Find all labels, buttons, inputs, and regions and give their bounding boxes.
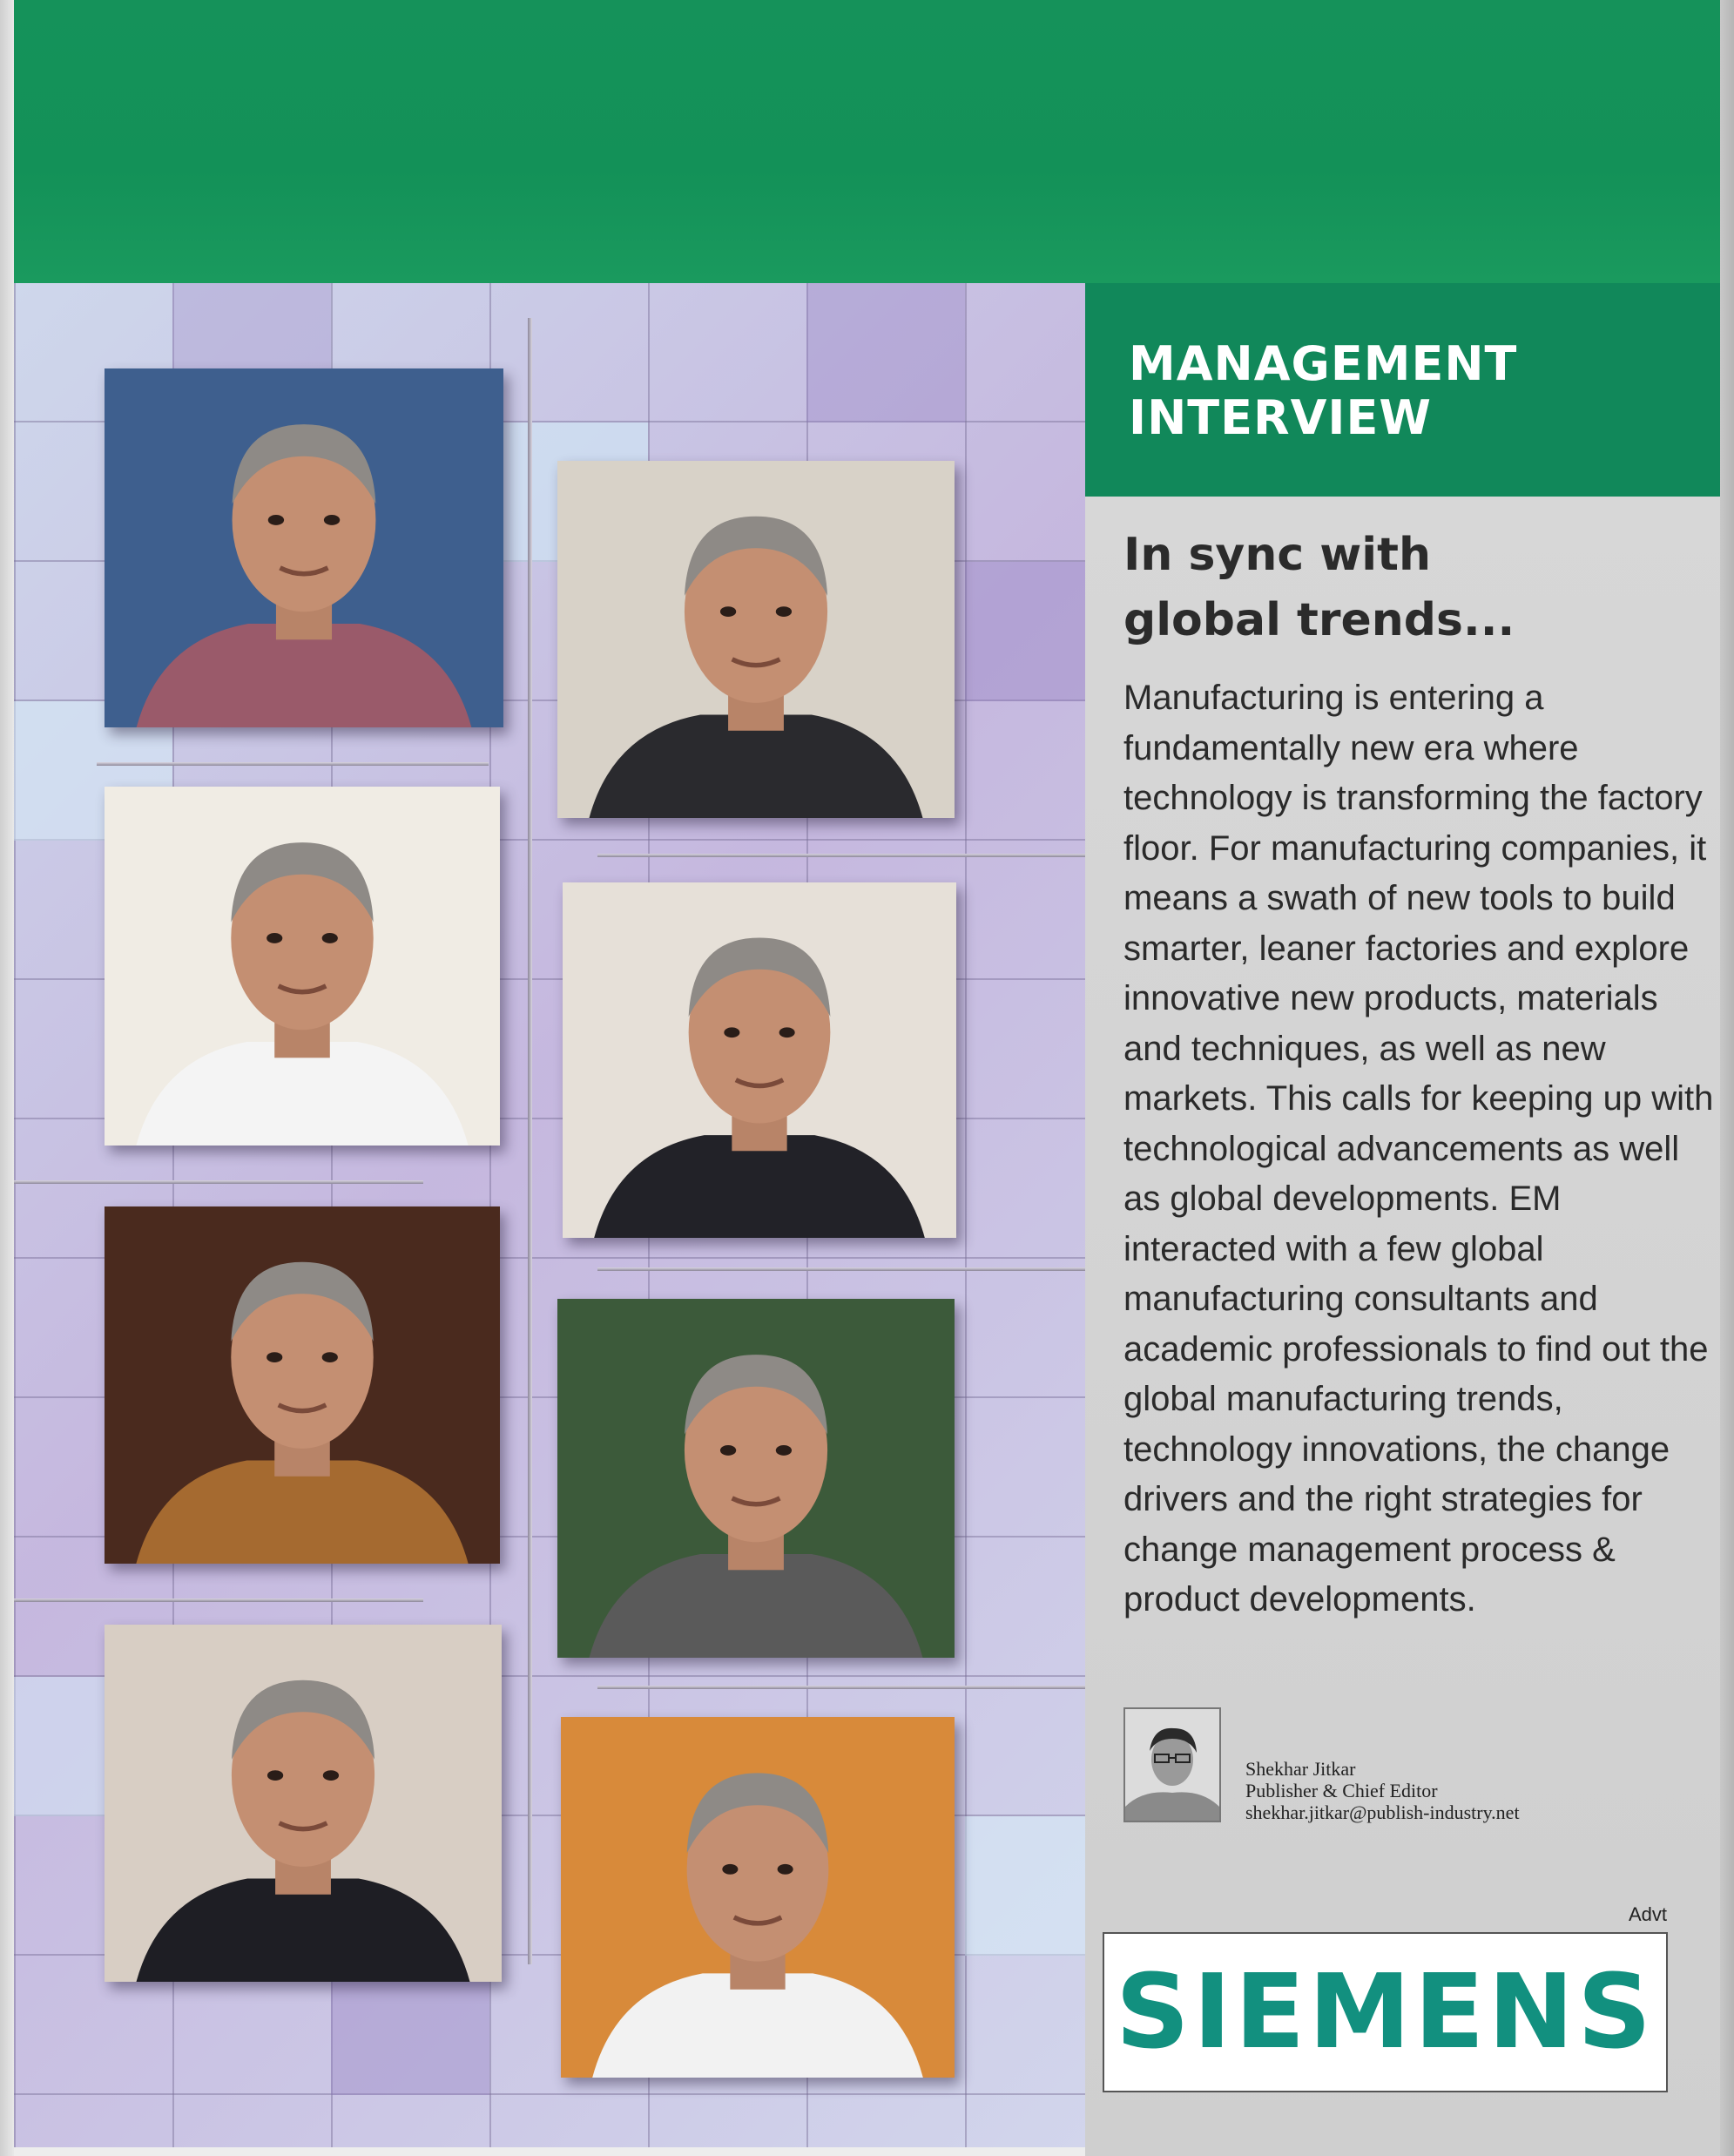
person-silhouette-icon bbox=[105, 368, 503, 727]
person-silhouette-icon bbox=[105, 1206, 500, 1564]
top-green-band bbox=[14, 0, 1721, 283]
portrait-photo-3 bbox=[105, 787, 500, 1146]
advertisement-tag: Advt bbox=[1628, 1903, 1667, 1925]
person-silhouette-icon bbox=[105, 1625, 502, 1982]
divider-horizontal bbox=[14, 1598, 423, 1602]
person-silhouette-icon bbox=[105, 787, 500, 1146]
person-silhouette-icon bbox=[557, 461, 955, 818]
editor-email: shekhar.jitkar@publish-industry.net bbox=[1245, 1801, 1520, 1823]
divider-horizontal bbox=[597, 1267, 1085, 1271]
editor-portrait-icon bbox=[1125, 1709, 1219, 1821]
divider-vertical bbox=[528, 318, 532, 1964]
page-binding-edge bbox=[0, 0, 14, 2156]
divider-horizontal bbox=[597, 1686, 1085, 1689]
person-silhouette-icon bbox=[557, 1299, 955, 1658]
portrait-photo-4 bbox=[563, 882, 956, 1238]
grid-tile bbox=[965, 562, 1085, 701]
advertisement-box bbox=[1103, 1932, 1668, 2092]
article-column bbox=[1085, 497, 1721, 2156]
page-gutter-edge bbox=[1720, 0, 1734, 2156]
divider-horizontal bbox=[97, 762, 489, 766]
editor-title: Publisher & Chief Editor bbox=[1245, 1780, 1438, 1801]
person-silhouette-icon bbox=[563, 882, 956, 1238]
editor-avatar bbox=[1123, 1707, 1221, 1822]
divider-horizontal bbox=[597, 854, 1085, 857]
siemens-logo: SIEMENS bbox=[1115, 1951, 1656, 2072]
editor-name: Shekhar Jitkar bbox=[1245, 1758, 1356, 1780]
portrait-photo-5 bbox=[105, 1206, 500, 1564]
divider-horizontal bbox=[14, 1180, 423, 1184]
portrait-photo-7 bbox=[105, 1625, 502, 1982]
grid-tile bbox=[965, 1816, 1085, 1956]
section-header bbox=[1085, 283, 1721, 497]
section-title: MANAGEMENT INTERVIEW bbox=[1129, 336, 1518, 445]
grid-tile bbox=[806, 283, 965, 422]
person-silhouette-icon bbox=[561, 1717, 955, 2078]
portrait-photo-8 bbox=[561, 1717, 955, 2078]
portrait-photo-2 bbox=[557, 461, 955, 818]
article-headline: In sync with global trends... bbox=[1123, 529, 1515, 646]
portrait-collage bbox=[14, 283, 1085, 2147]
article-body: Manufacturing is entering a fundamentally new era where technology is transforming the factory floor. For manufacturing companies, it means a swath of new tools to build smarter, leaner factories and explore innovative new products, materials and techniques, as well as new markets. This calls for keeping up with technological advancements as well as global developments. EM interacted with a few global manufacturing consultants and academic professionals to find out the global manufacturing trends, technology innovations, the change drivers and the right strategies for change management process & product developments. bbox=[1123, 679, 1714, 1619]
editor-credit bbox=[1245, 1758, 1520, 1823]
portrait-photo-1 bbox=[105, 368, 503, 727]
portrait-photo-6 bbox=[557, 1299, 955, 1658]
